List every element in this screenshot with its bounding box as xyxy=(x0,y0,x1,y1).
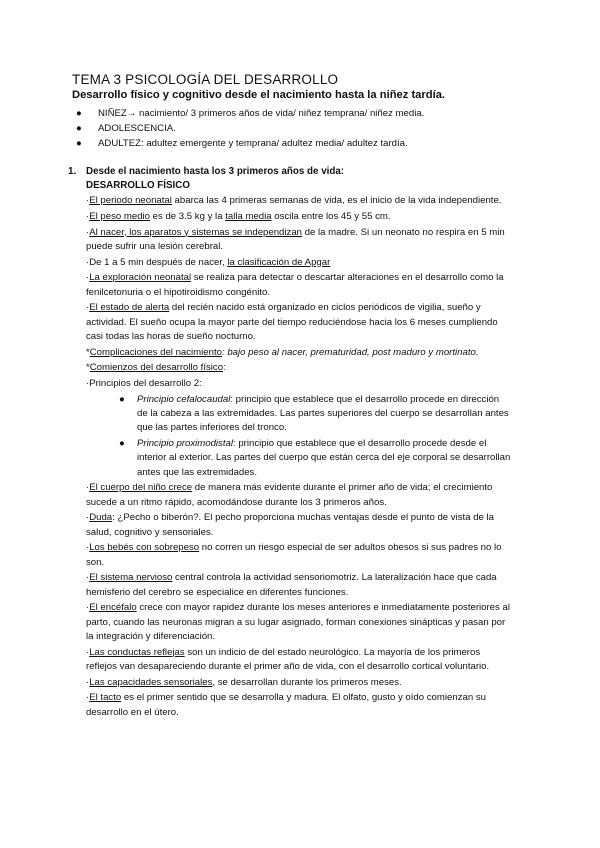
paragraph: ·El tacto es el primer sentido que se desarrolla y madura. El olfato, gusto y oído comienzan su desarrollo en el útero. xyxy=(86,692,486,718)
paragraph: ·Principios del desarrollo 2: xyxy=(86,378,202,390)
bullet-icon: ● xyxy=(119,393,125,405)
paragraph: *Complicaciones del nacimiento: bajo peso al nacer, prematuridad, post maduro y mortinato. xyxy=(86,346,479,358)
page-subtitle: Desarrollo físico y cognitivo desde el nacimiento hasta la niñez tardía. xyxy=(72,89,446,101)
bullet-icon: ● xyxy=(76,108,82,119)
paragraph: *Comienzos del desarrollo físico: xyxy=(86,362,226,374)
paragraph: ·El cuerpo del niño crece de manera más evidente durante el primer año de vida; el crecimiento sucede a un ritmo rápido, acomodándose durante los 3 primeros años. xyxy=(86,482,493,508)
paragraph: ·Los bebés con sobrepeso no corren un riesgo especial de ser adultos obesos si sus padres no lo son. xyxy=(86,542,502,568)
paragraph: ·La exploración neonatal se realiza para detectar o descartar alteraciones en el desarrollo como la fenilcetonuria o el hipotiroidismo congénito. xyxy=(86,272,504,298)
list-item: ● NIÑEZ→ nacimiento/ 3 primeros años de vida/ niñez temprana/ niñez media. xyxy=(76,108,425,119)
paragraph: ·El sistema nervioso central controla la actividad sensoriomotriz. La lateralización hace que cada hemisferio del cerebro se especialice en diferentes funciones. xyxy=(86,572,497,598)
list-item: ● Principio proximodistal: principio que establece que el desarrollo procede desde el interior al exterior. Las partes del cuerpo que están cerca del eje corporal se desarrollan antes que las extremidades. xyxy=(119,438,511,478)
paragraph: ·Duda: ¿Pecho o biberón?. El pecho proporciona muchas ventajas desde el punto de vista de la salud, cognitivo y sensoriales. xyxy=(86,512,495,538)
paragraph: ·Las conductas reflejas son un indicio de del estado neurológico. La mayoría de los primeros reflejos van desapareciendo durante el primer año de vida, con el desarrollo cortical voluntario. xyxy=(86,646,490,672)
bullet-icon: ● xyxy=(119,438,125,450)
list-item: ● ADULTEZ: adultez emergente y temprana/ adultez media/ adultez tardía. xyxy=(76,138,408,149)
section-heading: DESARROLLO FÍSICO xyxy=(86,180,190,191)
paragraph: ·El encéfalo crece con mayor rapidez durante los meses anteriores e inmediatamente posteriores al parto, cuando las neuronas migran a su lugar asignado, forman conexiones sinápticas y pasan por la integración y diferenciación. xyxy=(86,602,510,642)
section-body xyxy=(86,194,511,721)
paragraph: ·El periodo neonatal abarca las 4 primeras semanas de vida, es el inicio de la vida independiente. xyxy=(86,195,502,206)
paragraph: ·El estado de alerta del recién nacido está organizado en ciclos periódicos de vigilia, sueño y actividad. El sueño ocupa la mayor parte del tiempo reduciéndose hacia los 6 meses cumpliendo casi todas las horas de sueño nocturno. xyxy=(86,302,498,342)
paragraph: ·De 1 a 5 min después de nacer, la clasificación de Apgar xyxy=(86,256,331,268)
bullet-icon: ● xyxy=(76,138,82,149)
paragraph: ·El peso medio es de 3.5 kg y la talla media oscila entre los 45 y 55 cm. xyxy=(86,210,391,222)
page-title: TEMA 3 PSICOLOGÍA DEL DESARROLLO xyxy=(72,72,339,87)
paragraph: ·Las capacidades sensoriales, se desarrollan durante los primeros meses. xyxy=(86,676,402,688)
list-item: ● Principio cefalocaudal: principio que establece que el desarrollo procede en dirección de la cabeza a las extremidades. Las partes superiores del cuerpo se desarrollan antes que las partes inferiores del tronco. xyxy=(119,393,509,434)
paragraph: ·Al nacer, los aparatos y sistemas se independizan de la madre. Si un neonato no respira en 5 min puede sufrir una lesión cerebral. xyxy=(86,226,505,252)
section-title: 1. Desde el nacimiento hasta los 3 primeros años de vida: xyxy=(68,166,345,177)
list-item: ● ADOLESCENCIA. xyxy=(76,123,176,134)
bullet-icon: ● xyxy=(76,123,82,134)
